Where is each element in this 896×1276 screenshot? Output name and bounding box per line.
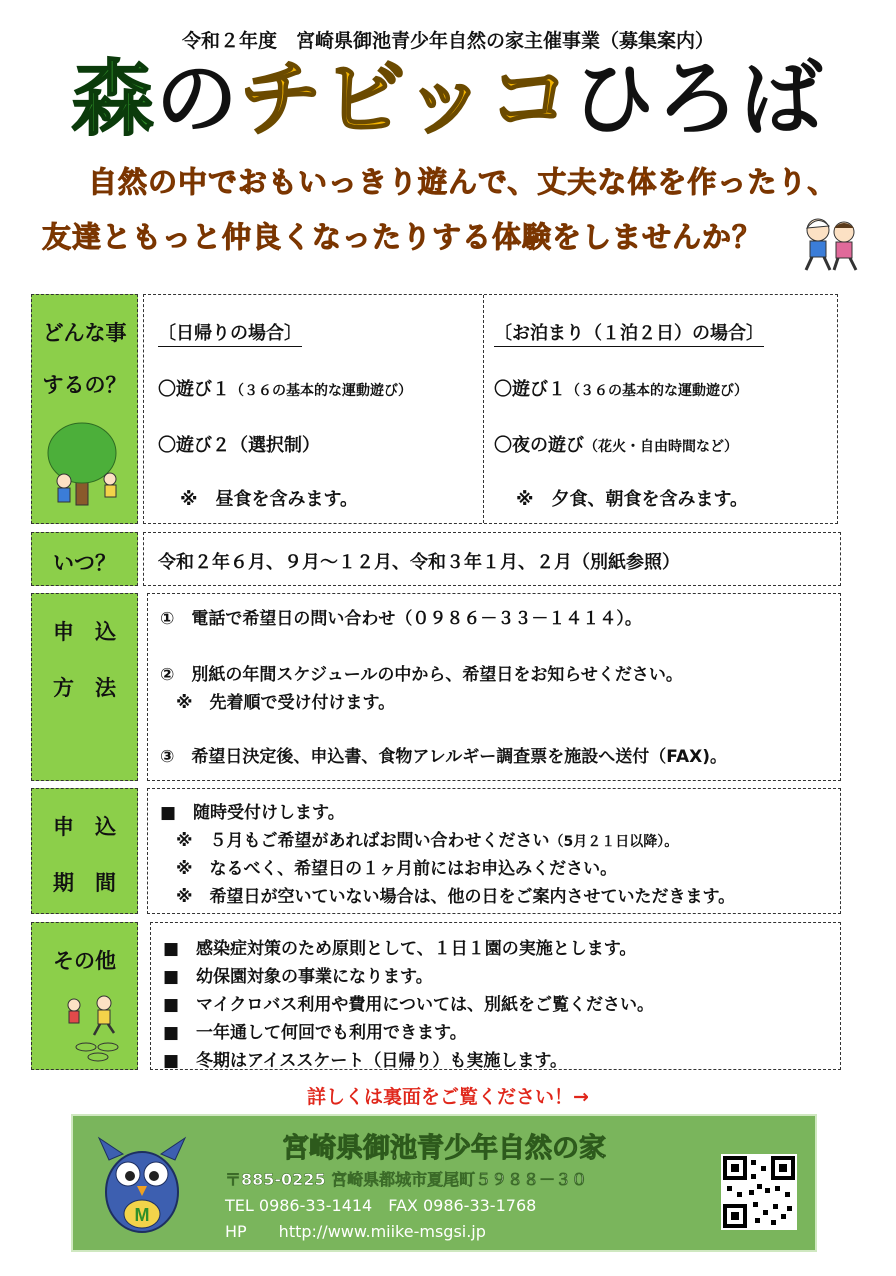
day-item-1: 〇遊び１（３６の基本的な運動遊び） <box>158 379 412 400</box>
footer-panel <box>71 1114 817 1252</box>
label-apply-line2: 方 法 <box>53 676 116 700</box>
label-when-text: いつ？ <box>53 551 116 575</box>
what-box <box>143 294 838 524</box>
label-period-line2: 期 間 <box>53 871 116 895</box>
subtitle: 令和２年度 宮崎県御池青少年自然の家主催事業（募集案内） <box>181 30 714 52</box>
apply-step-2: ② 別紙の年間スケジュールの中から、希望日をお知らせください。 <box>160 665 683 685</box>
title-part-mori: 森 <box>71 52 156 147</box>
title-part-no: の <box>155 52 240 147</box>
tree-icon <box>42 419 132 511</box>
facility-name: 宮崎県御池青少年自然の家 <box>282 1133 606 1164</box>
label-period-line1: 申 込 <box>53 815 116 839</box>
apply-step-1: ① 電話で希望日の問い合わせ（０９８６－３３－１４１４）。 <box>160 609 642 629</box>
label-when <box>31 532 138 586</box>
label-period <box>31 788 138 914</box>
svg-text:M: M <box>134 1205 150 1225</box>
other-item-3: ■ マイクロバス利用や費用については、別紙をご覧ください。 <box>163 995 655 1015</box>
running-children-icon <box>796 214 866 276</box>
label-other <box>31 922 138 1070</box>
other-item-4: ■ 一年通して何回でも利用できます。 <box>163 1023 467 1043</box>
apply-box <box>147 593 841 781</box>
apply-step-2-note: ※ 先着順で受け付けます。 <box>176 693 396 713</box>
title-part-hiroba: ひろば <box>572 52 825 147</box>
tel-fax: TEL 0986-33-1414 FAX 0986-33-1768 <box>225 1196 537 1215</box>
other-item-2: ■ 幼保園対象の事業になります。 <box>163 967 433 987</box>
label-apply <box>31 593 138 781</box>
children-playing-icon <box>62 993 132 1063</box>
qr-code-icon[interactable] <box>721 1154 797 1230</box>
when-text: 令和２年６月、９月～１２月、令和３年１月、２月（別紙参照） <box>158 552 680 573</box>
other-item-5: ■ 冬期はアイススケート（日帰り）も実施します。 <box>163 1051 568 1071</box>
see-back-note: 詳しくは裏面をご覧ください！→ <box>307 1086 589 1108</box>
period-note-1: ※ ５月もご希望があればお問い合わせください（5月２１日以降）。 <box>176 831 679 851</box>
period-note-2: ※ なるべく、希望日の１ヶ月前にはお申込みください。 <box>176 859 618 879</box>
when-box <box>143 532 841 586</box>
label-apply-line1: 申 込 <box>53 620 116 644</box>
lead-line-1: 自然の中でおもいっきり遊んで、丈夫な体を作ったり、 <box>88 165 838 199</box>
title-part-chibikko: チビッコ <box>239 52 573 147</box>
other-item-1: ■ 感染症対策のため原則として、１日１園の実施とします。 <box>163 939 637 959</box>
address: 〒885-0225 宮崎県都城市夏尾町５９８８－３０ <box>225 1170 588 1189</box>
day-heading: 〔日帰りの場合〕 <box>158 319 302 345</box>
page-title <box>0 50 896 150</box>
period-note-3: ※ 希望日が空いていない場合は、他の日をご案内させていただきます。 <box>176 887 736 907</box>
stay-heading: 〔お泊まり（１泊２日）の場合〕 <box>494 319 764 345</box>
stay-note: ※ 夕食、朝食を含みます。 <box>516 489 749 510</box>
day-item-2: 〇遊び２（選択制） <box>158 435 320 456</box>
stay-item-1: 〇遊び１（３６の基本的な運動遊び） <box>494 379 748 400</box>
label-what <box>31 294 138 524</box>
owl-mascot-icon <box>87 1130 197 1242</box>
period-box <box>147 788 841 914</box>
apply-step-3: ③ 希望日決定後、申込書、食物アレルギー調査票を施設へ送付（FAX)。 <box>160 747 727 767</box>
day-note: ※ 昼食を含みます。 <box>180 489 359 510</box>
label-what-line2: するの？ <box>42 373 127 397</box>
stay-item-2: 〇夜の遊び（花火・自由時間など） <box>494 435 738 456</box>
homepage-url[interactable]: HP http://www.miike-msgsi.jp <box>225 1222 486 1241</box>
lead-line-2: 友達ともっと仲良くなったりする体験をしませんか？ <box>42 220 763 254</box>
other-box <box>150 922 841 1070</box>
period-main: ■ 随時受付けします。 <box>160 803 345 823</box>
label-what-line1: どんな事 <box>42 321 127 345</box>
label-other-text: その他 <box>53 949 116 973</box>
